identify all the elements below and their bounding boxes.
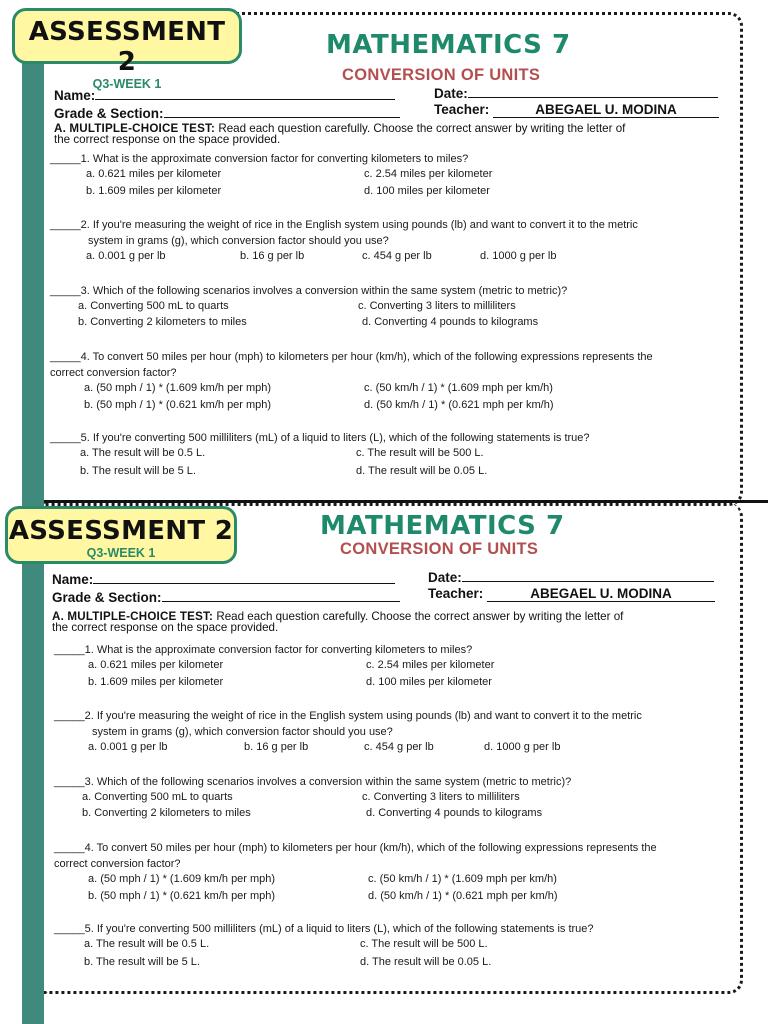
option-d: d. 100 miles per kilometer xyxy=(364,185,490,197)
question-stem: _____4. To convert 50 miles per hour (mph) to kilometers per hour (km/h), which of the following expressions represents the xyxy=(54,842,657,854)
option-b: b. 1.609 miles per kilometer xyxy=(88,676,224,688)
option-c: c. (50 km/h / 1) * (1.609 mph per km/h) xyxy=(364,382,553,394)
name-line xyxy=(93,570,395,584)
badge-title: ASSESSMENT 2 xyxy=(28,17,226,77)
option-d: d. Converting 4 pounds to kilograms xyxy=(362,316,539,328)
date-field[interactable] xyxy=(428,568,714,585)
option-a: a. Converting 500 mL to quarts xyxy=(78,300,229,312)
question-stem-cont: system in grams (g), which conversion factor should you use? xyxy=(92,726,393,738)
question-stem: _____3. Which of the following scenarios involves a conversion within the same system (metric to metric)? xyxy=(54,776,572,788)
name-field[interactable] xyxy=(54,86,395,103)
grade-label: Grade & Section: xyxy=(52,590,162,605)
date-field[interactable] xyxy=(434,84,718,101)
date-line xyxy=(462,568,714,582)
option-c: c. 2.54 miles per kilometer xyxy=(364,168,493,180)
question-stem: _____2. If you're measuring the weight of rice in the English system using pounds (lb) and want to convert it to the metric xyxy=(50,219,638,231)
option-b: b. Converting 2 kilometers to miles xyxy=(82,807,251,819)
option-b: b. 1.609 miles per kilometer xyxy=(86,185,222,197)
grade-line xyxy=(164,104,400,118)
option-d: d. 1000 g per lb xyxy=(484,741,561,753)
option-c: c. 454 g per lb xyxy=(364,741,434,753)
date-label: Date: xyxy=(428,570,462,585)
question-stem: _____2. If you're measuring the weight of rice in the English system using pounds (lb) and want to convert it to the metric xyxy=(54,710,642,722)
option-c: c. Converting 3 liters to milliliters xyxy=(362,791,520,803)
topic-title: CONVERSION OF UNITS xyxy=(340,540,539,558)
instructions-text-1: Read each question carefully. Choose the correct answer by writing the letter of xyxy=(215,122,626,135)
option-d: d. 1000 g per lb xyxy=(480,250,557,262)
option-b: b. The result will be 5 L. xyxy=(80,465,196,477)
option-c: c. Converting 3 liters to milliliters xyxy=(358,300,516,312)
question-stem-cont: correct conversion factor? xyxy=(50,367,177,379)
instructions-heading: A. MULTIPLE-CHOICE TEST: xyxy=(52,610,214,623)
topic-title: CONVERSION OF UNITS xyxy=(342,66,541,84)
teacher-label: Teacher: xyxy=(434,102,490,117)
instructions xyxy=(54,123,625,145)
name-field[interactable] xyxy=(52,570,395,587)
instructions-text-1: Read each question carefully. Choose the correct answer by writing the letter of xyxy=(213,610,624,623)
option-c: c. The result will be 500 L. xyxy=(360,938,488,950)
question-stem-cont: correct conversion factor? xyxy=(54,858,181,870)
option-a: a. 0.621 miles per kilometer xyxy=(86,168,222,180)
option-a: a. (50 mph / 1) * (1.609 km/h per mph) xyxy=(88,873,276,885)
name-label: Name: xyxy=(52,572,94,587)
teacher-name: ABEGAEL U. MODINA xyxy=(487,586,715,602)
subject-title: MATHEMATICS 7 xyxy=(326,30,571,60)
option-a: a. (50 mph / 1) * (1.609 km/h per mph) xyxy=(84,382,272,394)
option-b: b. (50 mph / 1) * (0.621 km/h per mph) xyxy=(88,890,276,902)
option-c: c. The result will be 500 L. xyxy=(356,447,484,459)
grade-field[interactable] xyxy=(52,588,400,605)
badge-week: Q3-WEEK 1 xyxy=(86,546,156,560)
question-stem: _____5. If you're converting 500 milliliters (mL) of a liquid to liters (L), which of the following statements is true? xyxy=(54,923,594,935)
name-label: Name: xyxy=(54,88,96,103)
instructions-text-2: the correct response on the space provided. xyxy=(52,621,279,634)
option-a: a. 0.001 g per lb xyxy=(88,741,168,753)
name-line xyxy=(95,86,395,100)
assessment-badge xyxy=(5,506,237,564)
grade-label: Grade & Section: xyxy=(54,106,164,121)
grade-field[interactable] xyxy=(54,104,400,121)
option-a: a. 0.621 miles per kilometer xyxy=(88,659,224,671)
option-c: c. (50 km/h / 1) * (1.609 mph per km/h) xyxy=(368,873,557,885)
question-stem: _____3. Which of the following scenarios involves a conversion within the same system (metric to metric)? xyxy=(50,285,568,297)
instructions-heading: A. MULTIPLE-CHOICE TEST: xyxy=(54,122,216,135)
teacher-field xyxy=(428,586,715,602)
option-c: c. 454 g per lb xyxy=(362,250,432,262)
question-stem-cont: system in grams (g), which conversion factor should you use? xyxy=(88,235,389,247)
question-stem: _____5. If you're converting 500 milliliters (mL) of a liquid to liters (L), which of the following statements is true? xyxy=(50,432,590,444)
option-b: b. (50 mph / 1) * (0.621 km/h per mph) xyxy=(84,399,272,411)
option-d: d. (50 km/h / 1) * (0.621 mph per km/h) xyxy=(364,399,554,411)
option-a: a. 0.001 g per lb xyxy=(86,250,166,262)
option-d: d. Converting 4 pounds to kilograms xyxy=(366,807,543,819)
instructions-text-2: the correct response on the space provided. xyxy=(54,133,281,146)
option-a: a. Converting 500 mL to quarts xyxy=(82,791,233,803)
teacher-name: ABEGAEL U. MODINA xyxy=(493,102,719,118)
option-b: b. 16 g per lb xyxy=(240,250,305,262)
option-d: d. The result will be 0.05 L. xyxy=(356,465,488,477)
date-line xyxy=(468,84,718,98)
question-stem: _____4. To convert 50 miles per hour (mph) to kilometers per hour (km/h), which of the following expressions represents the xyxy=(50,351,653,363)
option-a: a. The result will be 0.5 L. xyxy=(84,938,210,950)
assessment-badge xyxy=(12,8,242,91)
badge-title: ASSESSMENT 2 xyxy=(8,516,234,546)
date-label: Date: xyxy=(434,86,468,101)
question-stem: _____1. What is the approximate conversion factor for converting kilometers to miles? xyxy=(50,153,469,165)
question-stem: _____1. What is the approximate conversion factor for converting kilometers to miles? xyxy=(54,644,473,656)
option-b: b. 16 g per lb xyxy=(244,741,309,753)
teacher-label: Teacher: xyxy=(428,586,484,601)
grade-line xyxy=(162,588,400,602)
instructions xyxy=(52,611,623,633)
option-a: a. The result will be 0.5 L. xyxy=(80,447,206,459)
option-b: b. Converting 2 kilometers to miles xyxy=(78,316,247,328)
option-b: b. The result will be 5 L. xyxy=(84,956,200,968)
option-d: d. The result will be 0.05 L. xyxy=(360,956,492,968)
subject-title: MATHEMATICS 7 xyxy=(320,511,565,541)
teacher-field xyxy=(434,102,719,118)
option-d: d. 100 miles per kilometer xyxy=(366,676,492,688)
option-c: c. 2.54 miles per kilometer xyxy=(366,659,495,671)
option-d: d. (50 km/h / 1) * (0.621 mph per km/h) xyxy=(368,890,558,902)
badge-week: Q3-WEEK 1 xyxy=(92,77,162,91)
